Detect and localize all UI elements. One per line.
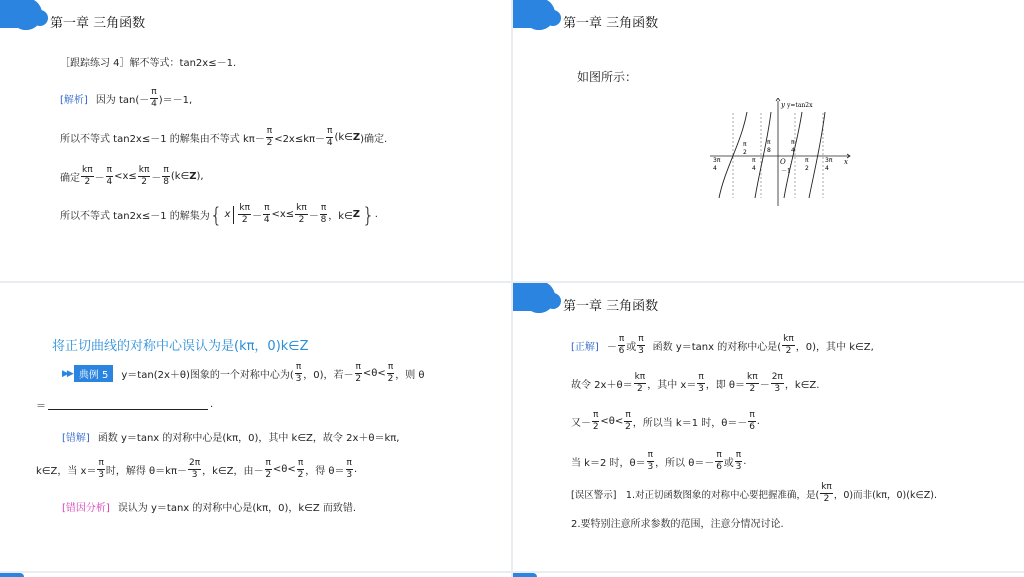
correct2-text-e: ，k∈Z. <box>784 380 820 391</box>
correct-text-d: ，0)，其中 k∈Z, <box>795 342 874 353</box>
figure-caption <box>577 68 637 85</box>
chapter-title: 第一章 三角函数 <box>50 16 146 31</box>
equals-sign: ＝ <box>36 401 46 412</box>
wrong2-text-c: ，k∈Z，由－ <box>202 466 264 477</box>
determine-text-b: － <box>94 173 105 184</box>
wrong2-text-f: . <box>353 464 358 475</box>
fraction: $\frac{\pi}{4}$ <box>106 165 113 187</box>
left-brace: { <box>209 202 223 227</box>
svg-text:2: 2 <box>805 165 809 172</box>
warning-text-b: ，0)而非(kπ，0)(k∈Z). <box>833 489 937 501</box>
inequality-text-b: <2x≤kπ－ <box>274 134 326 145</box>
solution-text-c: <x≤ <box>271 209 295 220</box>
tick-3pi4-neg-num: 3π <box>713 157 721 164</box>
minus-one-label: －1 <box>781 168 791 175</box>
fraction: $\frac{\pi}{8}$ <box>163 165 169 187</box>
correct4-text-d: . <box>743 456 747 467</box>
wrong2-text-e: ，得 θ＝ <box>305 466 345 477</box>
origin-label: O <box>780 158 786 166</box>
fraction: $\frac{\pi}{6}$ <box>716 450 722 472</box>
fraction: $\frac{\pi}{2}$ <box>266 126 273 148</box>
wrong2-text-d: <θ< <box>272 464 296 475</box>
wrong2-text-a: k∈Z，当 x＝ <box>36 466 97 477</box>
fraction: $\frac{k\pi}{2}$ <box>634 372 646 394</box>
correct3-text-d: . <box>756 416 760 427</box>
warning-text-2: 2.要特别注意所求参数的范围，注意分情况讨论. <box>571 519 784 530</box>
exercise-text: ［跟踪练习 4］解不等式：tan2x≤－1. <box>60 58 237 69</box>
warning-line <box>571 483 937 504</box>
branch-3 <box>784 112 802 198</box>
determine-text-a: 确定 <box>60 173 80 184</box>
fraction: $\frac{\pi}{6}$ <box>618 334 625 356</box>
slide-4 <box>513 283 1024 571</box>
wrong-solution-line-2 <box>36 459 357 480</box>
wrong-tag: [错解] <box>62 433 90 444</box>
next-slide-strip-left <box>0 573 511 577</box>
tick-pi4-neg-num: π <box>752 157 756 164</box>
wrong-solution-line <box>62 429 399 444</box>
fraction: $\frac{\pi}{6}$ <box>749 410 755 432</box>
inequality-text-c: (k∈ <box>334 132 353 143</box>
branch-2 <box>755 112 771 198</box>
fraction: $\frac{2\pi}{3}$ <box>188 458 201 480</box>
fraction: $\frac{k\pi}{2}$ <box>138 165 150 187</box>
chapter-title: 第一章 三角函数 <box>563 16 659 31</box>
solution-set-line <box>60 204 378 225</box>
correct-tag: [正解] <box>571 342 599 353</box>
fraction: $\frac{k\pi}{2}$ <box>239 203 251 225</box>
svg-text:4: 4 <box>713 165 717 172</box>
period: . <box>210 399 214 410</box>
error-analysis-text: 误认为 y＝tanx 的对称中心是(kπ，0)，k∈Z 而致错. <box>117 503 357 514</box>
fn-label: y=tan2x <box>787 102 813 109</box>
correct2-text-d: － <box>759 380 770 391</box>
solution-text-a: 所以不等式 tan2x≤－1 的解集为 <box>60 211 210 222</box>
correct2-text-c: ，即 θ＝ <box>705 380 746 391</box>
fraction: $\frac{\pi}{8}$ <box>320 203 327 225</box>
solution-text-g: . <box>374 209 378 220</box>
determine-text-c: <x≤ <box>114 171 137 182</box>
fraction: $\frac{k\pi}{2}$ <box>821 482 832 504</box>
correct3-text-b: <θ< <box>600 416 624 427</box>
correct-line-3 <box>571 411 760 432</box>
analysis-line <box>60 88 192 109</box>
var-x: x <box>224 209 231 220</box>
fraction: $\frac{\pi}{3}$ <box>98 458 105 480</box>
answer-blank-line <box>36 397 213 412</box>
fraction: $\frac{\pi}{4}$ <box>326 126 333 148</box>
determine-text-d: － <box>151 173 162 184</box>
correct4-text-b: ，所以 θ＝－ <box>655 458 715 469</box>
example-line <box>62 363 425 384</box>
analysis-text-a: 因为 tan(－ <box>95 95 150 106</box>
badge-arrows: ▶▶ <box>62 368 72 379</box>
y-label: y <box>781 101 785 109</box>
fraction: $\frac{\pi}{4}$ <box>263 203 270 225</box>
tick-pi4-num: π <box>791 139 795 146</box>
wrong2-text-b: 时，解得 θ＝kπ－ <box>105 466 187 477</box>
set-z: Z <box>352 209 361 220</box>
set-z: Z <box>189 171 197 182</box>
fraction: $\frac{\pi}{2}$ <box>355 362 362 384</box>
error-analysis-tag: [错因分析] <box>62 503 110 514</box>
solution-text-b: － <box>252 211 263 222</box>
warning-text-a: [误区警示] 1.对正切函数图象的对称中心要把握准确，是( <box>571 489 820 501</box>
correct-line-4 <box>571 451 746 472</box>
fraction: $\frac{\pi}{2}$ <box>625 410 631 432</box>
inequality-line <box>60 127 387 148</box>
correct-line-2 <box>571 373 819 394</box>
determine-line <box>60 166 204 187</box>
set-bar <box>233 206 234 224</box>
branch-4 <box>809 112 825 198</box>
example-text-c: <θ< <box>362 368 386 379</box>
inequality-text-a: 所以不等式 tan2x≤－1 的解集由不等式 kπ－ <box>60 134 265 145</box>
correct-text-a: － <box>606 342 617 353</box>
example-badge: 典例 5 <box>74 365 114 382</box>
tick-pi2-num: π <box>805 157 809 164</box>
correct4-text-a: 当 k＝2 时，θ＝ <box>571 458 646 469</box>
fraction: $\frac{\pi}{3}$ <box>638 334 644 356</box>
fraction: $\frac{\pi}{3}$ <box>698 372 704 394</box>
fraction: $\frac{k\pi}{2}$ <box>783 334 794 356</box>
analysis-text-b: )＝－1, <box>158 95 193 106</box>
wrong-text: 函数 y＝tanx 的对称中心是(kπ，0)，其中 k∈Z，故令 2x＋θ＝kπ, <box>97 433 400 444</box>
fraction: $\frac{k\pi}{2}$ <box>82 165 93 187</box>
fraction: $\frac{\pi}{3}$ <box>346 458 353 480</box>
fraction: $\frac{\pi}{4}$ <box>151 87 157 109</box>
correct-text-c: 函数 y＝tanx 的对称中心是( <box>652 342 782 353</box>
answer-blank <box>48 400 208 410</box>
right-brace: } <box>362 202 375 227</box>
svg-text:4: 4 <box>752 165 756 172</box>
solution-text-d: － <box>308 211 319 222</box>
fraction: $\frac{k\pi}{2}$ <box>296 203 307 225</box>
fraction: $\frac{\pi}{2}$ <box>387 362 394 384</box>
fraction: $\frac{2\pi}{3}$ <box>771 372 783 394</box>
warning-line-2 <box>571 515 784 530</box>
analysis-tag: [解析] <box>60 95 88 106</box>
fraction: $\frac{\pi}{3}$ <box>735 450 742 472</box>
fraction: $\frac{k\pi}{2}$ <box>747 372 758 394</box>
caption-text: 如图所示： <box>577 70 638 84</box>
fraction: $\frac{\pi}{2}$ <box>592 410 599 432</box>
fraction: $\frac{\pi}{3}$ <box>295 362 302 384</box>
svg-text:2: 2 <box>743 149 747 156</box>
tick-pi2-neg-num: π <box>743 141 747 148</box>
slide-3 <box>0 283 511 571</box>
svg-text:4: 4 <box>791 147 795 154</box>
example-text-a: y＝tan(2x＋θ)图象的一个对称中心为( <box>121 370 294 381</box>
x-label: x <box>844 158 848 166</box>
correct4-text-c: 或 <box>723 458 734 469</box>
exercise-line <box>60 54 236 69</box>
set-z: Z <box>352 132 361 143</box>
inequality-text-e: )确定. <box>360 134 388 145</box>
correct2-text-b: ，其中 x＝ <box>647 380 697 391</box>
solution-text-e: ，k∈ <box>328 211 353 222</box>
fraction: $\frac{\pi}{2}$ <box>297 458 304 480</box>
tan2x-graph <box>705 98 855 208</box>
chapter-title: 第一章 三角函数 <box>563 299 659 314</box>
slide-1 <box>0 0 511 281</box>
example-text-b: ，0)，若－ <box>303 370 354 381</box>
tick-pi8-num: π <box>767 139 771 146</box>
correct3-text-c: ，所以当 k＝1 时，θ＝－ <box>632 418 748 429</box>
svg-text:4: 4 <box>825 165 829 172</box>
svg-text:8: 8 <box>767 147 771 154</box>
correct-text-b: 或 <box>626 342 637 353</box>
correct-solution-line <box>571 335 874 356</box>
tick-3pi4-num: 3π <box>825 157 833 164</box>
determine-text-e: (k∈ <box>170 171 190 182</box>
section-title: 将正切曲线的对称中心误认为是(kπ，0)k∈Z <box>52 339 309 354</box>
fraction: $\frac{\pi}{2}$ <box>265 458 272 480</box>
next-slide-strip-right <box>513 573 1024 577</box>
fraction: $\frac{\pi}{3}$ <box>647 450 654 472</box>
correct2-text-a: 故令 2x＋θ＝ <box>571 380 633 391</box>
error-analysis-line <box>62 499 356 514</box>
example-text-d: ，则 θ <box>395 370 425 381</box>
correct3-text-a: 又－ <box>571 418 591 429</box>
determine-text-g: ), <box>196 171 204 182</box>
